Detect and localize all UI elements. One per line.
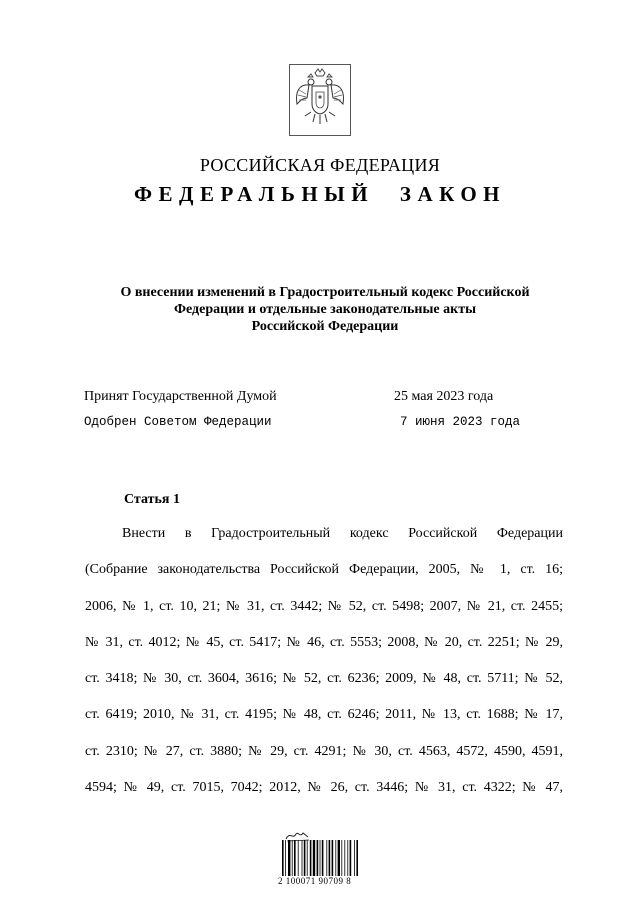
barcode-bar (282, 840, 284, 876)
barcode-bar (288, 840, 290, 876)
barcode-bar (320, 840, 321, 876)
article-body-line: Внести в Градостроительный кодекс Российской Федерации (122, 526, 563, 541)
barcode-bar (302, 840, 303, 876)
law-title-line: О внесении изменений в Градостроительный кодекс Российской (120, 285, 530, 300)
article-body-line: ст. 2310; № 27, ст. 3880; № 29, ст. 4291; № 30, ст. 4563, 4572, 4590, 4591, (85, 743, 563, 759)
barcode-bar (332, 840, 334, 876)
barcode-bar (313, 840, 315, 876)
barcode-bar (294, 840, 296, 876)
article-body (85, 524, 563, 814)
barcode-bar (298, 840, 299, 876)
article-body-line: № 31, ст. 4012; № 45, ст. 5417; № 46, ст. 5553; 2008, № 20, ст. 2251; № 29, (85, 634, 563, 650)
barcode-bar (329, 840, 331, 876)
barcode-bar (292, 840, 293, 876)
law-title-line: Федерации и отдельные законодательные акты (174, 302, 476, 317)
article-heading: Статья 1 (124, 492, 180, 507)
article-body-line: 4594; № 49, ст. 7015, 7042; 2012, № 26, ст. 3446; № 31, ст. 4322; № 47, (85, 780, 563, 796)
law-type-heading: ФЕДЕРАЛЬНЫЙ ЗАКОН (134, 182, 506, 206)
barcode-bar (350, 840, 352, 876)
barcode-bar (304, 840, 306, 876)
article-body-line: 2006, № 1, ст. 10, 21; № 31, ст. 3442; № 52, ст. 5498; 2007, № 21, ст. 2455; (85, 598, 563, 614)
duma-adoption-label: Принят Государственной Думой (84, 389, 277, 404)
barcode-bar (356, 840, 358, 876)
state-name: РОССИЙСКАЯ ФЕДЕРАЦИЯ (199, 155, 441, 175)
barcode-bar (285, 840, 286, 876)
article-body-line: ст. 6419; 2010, № 31, ст. 4195; № 48, ст. 6246; 2011, № 13, ст. 1688; № 17, (85, 707, 563, 723)
article-body-line: (Собрание законодательства Российской Федерации, 2005, № 1, ст. 16; (85, 562, 563, 578)
article-body-line: ст. 3418; № 30, ст. 3604, 3616; № 52, ст. 6236; 2009, № 48, ст. 5711; № 52, (85, 671, 563, 687)
barcode-bar (354, 840, 355, 876)
law-title-line: Российской Федерации (251, 319, 399, 334)
barcode-bar (344, 840, 345, 876)
barcode-number: 2 100071 90709 8 (278, 876, 352, 886)
barcode-bar (338, 840, 340, 876)
barcode-bar (341, 840, 342, 876)
law-title (60, 284, 590, 335)
council-approval-date: 7 июня 2023 года (400, 415, 521, 429)
duma-adoption-date: 25 мая 2023 года (394, 389, 494, 404)
barcode-icon (281, 840, 359, 876)
council-approval-label: Одобрен Советом Федерации (84, 415, 272, 429)
barcode-bar (322, 840, 324, 876)
barcode-bar (317, 840, 319, 876)
barcode-bar (307, 840, 308, 876)
barcode-bar (326, 840, 327, 876)
coat-of-arms-icon (289, 64, 351, 136)
barcode-bar (347, 840, 348, 876)
barcode-bar (335, 840, 336, 876)
barcode-bar (310, 840, 312, 876)
